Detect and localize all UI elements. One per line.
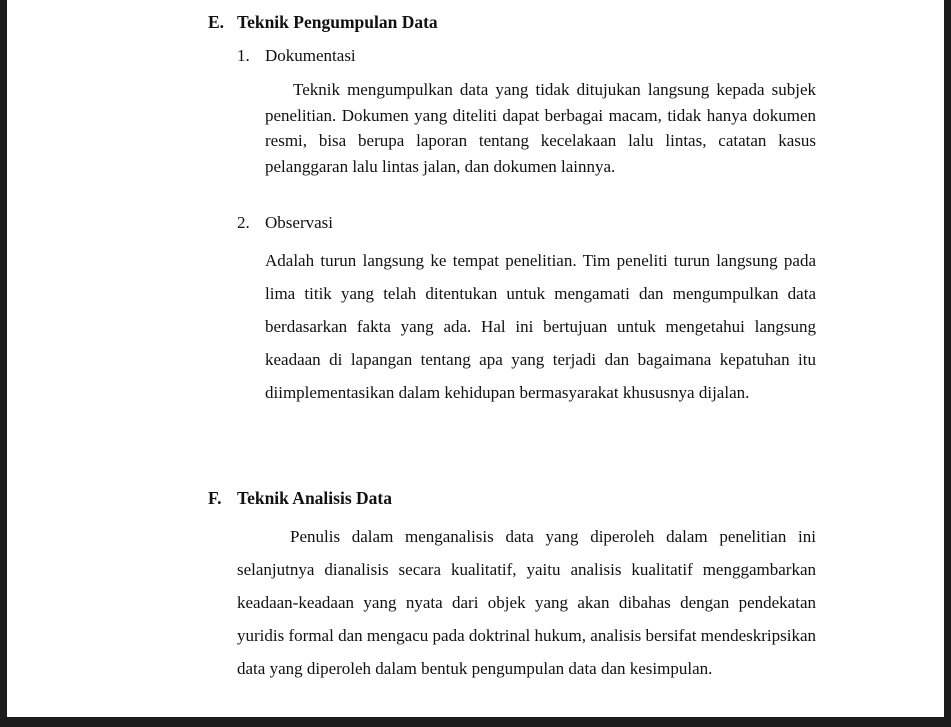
list-item-title: Dokumentasi [265,46,356,65]
section-e-title: Teknik Pengumpulan Data [237,12,438,32]
list-item-title: Observasi [265,213,333,232]
list-item-number: 1. [237,46,250,65]
list-item-dokumentasi [237,45,356,67]
list-item-number: 2. [237,213,250,232]
page-edge-bottom [0,717,951,727]
document-content [208,0,820,717]
page-edge-right [944,0,951,727]
list-item-observasi [237,212,333,234]
section-f-label: F. [208,488,222,508]
paragraph-analisis: Penulis dalam menganalisis data yang diperoleh dalam penelitian ini selanjutnya dianalisis secara kualitatif, yaitu analisis kualitatif menggambarkan keadaan-keadaan yang nyata dari objek yang akan dibahas dengan pendekatan yuridis formal dan mengacu pada doktrinal hukum, analisis bersifat mendeskripsikan data yang diperoleh dalam bentuk pengumpulan data dan kesimpulan. [237,527,816,678]
page-edge-left [0,0,7,727]
section-f-title: Teknik Analisis Data [237,488,392,508]
section-e-label: E. [208,12,225,32]
paragraph-dokumentasi: Teknik mengumpulkan data yang tidak ditujukan langsung kepada subjek penelitian. Dokumen yang diteliti dapat berbagai macam, tidak hanya dokumen resmi, bisa berupa laporan tentang kecelakaan lalu lintas, catatan kasus pelanggaran lalu lintas jalan, dan dokumen lainnya. [265,80,816,176]
section-f-heading [208,487,392,509]
section-e-heading [208,11,438,33]
paragraph-observasi: Adalah turun langsung ke tempat penelitian. Tim peneliti turun langsung pada lima titik yang telah ditentukan untuk mengamati dan mengumpulkan data berdasarkan fakta yang ada. Hal ini bertujuan untuk mengetahui langsung keadaan di lapangan tentang apa yang terjadi dan bagaimana kepatuhan itu diimplementasikan dalam kehidupan bermasyarakat khususnya dijalan. [265,251,816,402]
